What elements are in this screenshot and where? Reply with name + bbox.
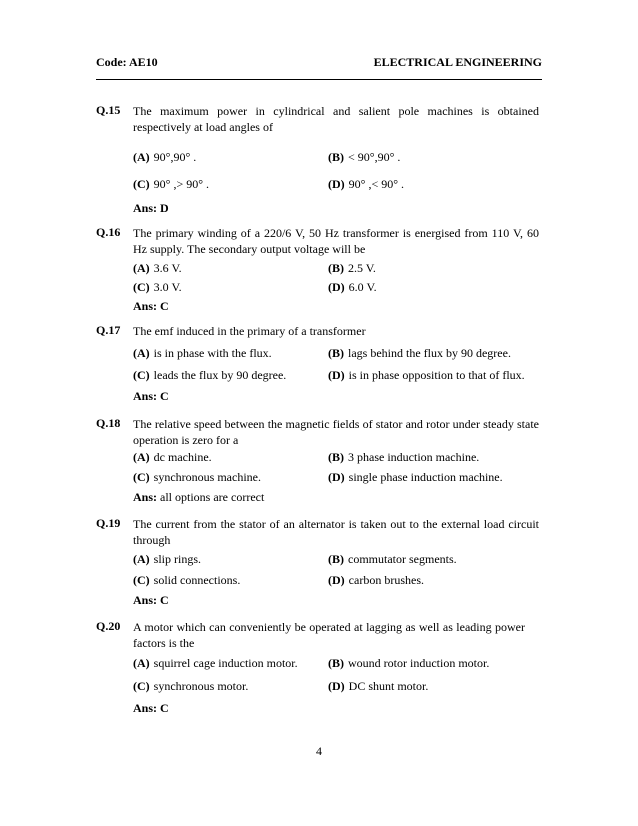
question-block [96, 323, 542, 403]
answer: Ans: all options are correct [133, 490, 265, 504]
option-b: (B) commutator segments. [328, 552, 457, 566]
option-d: (D) is in phase opposition to that of flux. [328, 368, 525, 382]
option-a: (A) squirrel cage induction motor. [133, 656, 298, 670]
subject-title: ELECTRICAL ENGINEERING [373, 55, 542, 69]
option-d: (D) single phase induction machine. [328, 470, 503, 484]
page-number: 4 [316, 744, 322, 758]
option-d: (D) carbon brushes. [328, 573, 424, 587]
question-block [96, 619, 542, 719]
question-block [96, 225, 542, 325]
answer: Ans: C [133, 593, 169, 607]
option-c: (C) synchronous machine. [133, 470, 261, 484]
option-c: (C) solid connections. [133, 573, 241, 587]
option-a: (A) slip rings. [133, 552, 202, 566]
option-c: (C) synchronous motor. [133, 679, 249, 693]
question-number: Q.19 [96, 516, 121, 530]
option-b: (B) 3 phase induction machine. [328, 450, 480, 464]
option-b: (B) lags behind the flux by 90 degree. [328, 346, 511, 360]
question-text: A motor which can conveniently be operated at lagging as well as leading power factors is the [133, 620, 525, 650]
question-block [96, 103, 542, 213]
option-b: (B) 2.5 V. [328, 261, 376, 275]
question-block [96, 516, 542, 611]
question-text: The current from the stator of an alternator is taken out to the external load circuit through [133, 517, 539, 547]
option-b: (B) < 90°,90° . [328, 150, 401, 164]
paper-code: Code: AE10 [96, 55, 158, 69]
question-number: Q.15 [96, 103, 121, 117]
page-header [96, 55, 542, 80]
option-d: (D) DC shunt motor. [328, 679, 429, 693]
option-a: (A) 3.6 V. [133, 261, 182, 275]
question-text: The emf induced in the primary of a transformer [133, 324, 366, 338]
option-d: (D) 90° ,< 90° . [328, 177, 405, 191]
question-number: Q.18 [96, 416, 121, 430]
question-text: The relative speed between the magnetic fields of stator and rotor under steady state operation is zero for a [133, 417, 539, 447]
question-number: Q.20 [96, 619, 121, 633]
answer: Ans: C [133, 701, 169, 715]
option-c: (C) 90° ,> 90° . [133, 177, 210, 191]
answer: Ans: C [133, 299, 169, 313]
question-number: Q.16 [96, 225, 121, 239]
option-b: (B) wound rotor induction motor. [328, 656, 490, 670]
question-text: The primary winding of a 220/6 V, 50 Hz transformer is energised from 110 V, 60 Hz supply. The secondary output voltage will be [133, 226, 539, 256]
option-c: (C) leads the flux by 90 degree. [133, 368, 287, 382]
option-a: (A) 90°,90° . [133, 150, 197, 164]
option-d: (D) 6.0 V. [328, 280, 377, 294]
question-text: The maximum power in cylindrical and salient pole machines is obtained respectively at load angles of [133, 104, 539, 134]
answer: Ans: D [133, 201, 169, 215]
question-number: Q.17 [96, 323, 121, 337]
option-a: (A) dc machine. [133, 450, 212, 464]
option-a: (A) is in phase with the flux. [133, 346, 272, 360]
option-c: (C) 3.0 V. [133, 280, 182, 294]
answer: Ans: C [133, 389, 169, 403]
question-block [96, 416, 542, 506]
